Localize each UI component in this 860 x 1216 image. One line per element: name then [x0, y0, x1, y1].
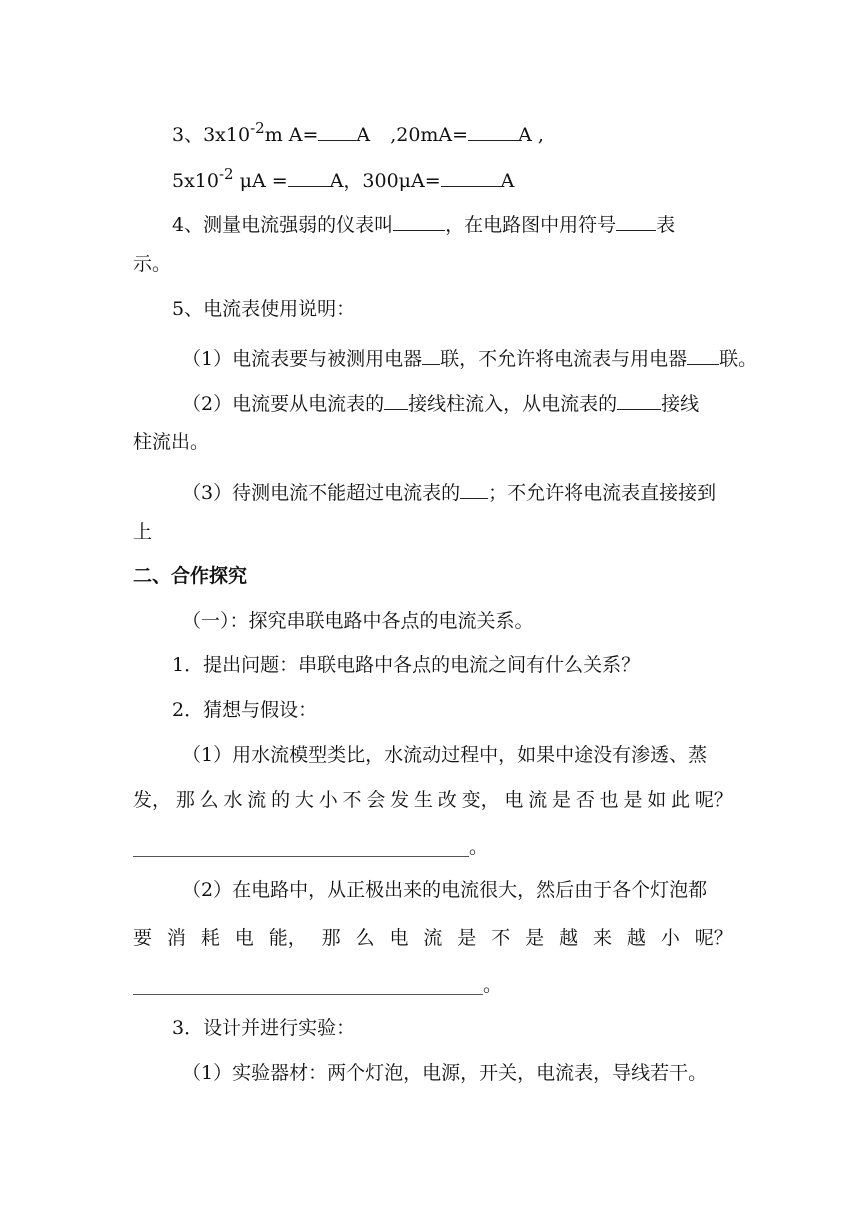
- q5-item3-a: （3）待测电流不能超过电流表的: [182, 481, 461, 504]
- justified-char: 电: [234, 927, 254, 949]
- q3-b-blank[interactable]: [468, 120, 518, 141]
- justified-char: 那: [175, 789, 195, 811]
- justified-char: 那: [321, 927, 341, 949]
- justified-char: 消: [166, 927, 186, 949]
- q5-item1-blank1[interactable]: [422, 344, 440, 365]
- q3-c-ans: A，300μA=: [329, 169, 441, 192]
- justified-char: 流: [423, 927, 443, 949]
- guess2-answer: [133, 974, 502, 995]
- justified-char: 要: [133, 927, 153, 949]
- justified-char: 小: [318, 789, 338, 811]
- q5-item1: [182, 344, 757, 369]
- q3-c-exp: -2: [218, 164, 234, 183]
- q5-item2-blank1[interactable]: [384, 389, 408, 410]
- q3-a-base: 3x10: [203, 123, 251, 146]
- q5-item1-b: 联，不允许将电流表与用电器: [440, 347, 688, 370]
- q3-b: ,20mA=: [390, 123, 469, 146]
- q5-item3: [182, 478, 716, 503]
- justified-char: 小: [660, 927, 680, 949]
- q5-item1-a: （1）电流表要与被测用电器: [182, 347, 423, 370]
- justified-char: 是: [623, 789, 643, 811]
- justified-char: 生: [413, 789, 433, 811]
- section2-step3: 3．设计并进行实验：: [172, 1017, 356, 1039]
- q3-c-unit: μA =: [239, 169, 288, 192]
- q3-a-blank[interactable]: [318, 120, 356, 141]
- justified-char: 耗: [200, 927, 220, 949]
- q5-item3-cont: 上: [133, 521, 153, 543]
- q5-item2-blank2[interactable]: [617, 389, 661, 410]
- justified-char: 水: [223, 789, 243, 811]
- q5-item2: [182, 389, 699, 414]
- guess2-line2: [133, 929, 733, 948]
- q4-line1: [172, 210, 675, 235]
- justified-char: 否: [575, 789, 595, 811]
- justified-char: 流: [247, 789, 267, 811]
- experiment-equipment: （1）实验器材：两个灯泡，电源，开关，电流表，导线若干。: [182, 1062, 708, 1084]
- q3-a-unit: m A=: [264, 123, 319, 146]
- guess1-answer-line[interactable]: [133, 836, 469, 857]
- q5-item1-blank2[interactable]: [687, 344, 719, 365]
- justified-char: 改: [437, 789, 457, 811]
- justified-char: 流: [528, 789, 548, 811]
- q3-line1: [172, 120, 544, 145]
- q5-item2-a: （2）电流要从电流表的: [182, 392, 385, 415]
- q4-blank1[interactable]: [393, 210, 445, 231]
- justified-char: 电: [389, 927, 409, 949]
- q4-cont: 示。: [133, 253, 172, 275]
- justified-char: 呢？: [694, 789, 733, 811]
- justified-char: 越: [559, 927, 579, 949]
- justified-char: 是: [525, 927, 545, 949]
- justified-char: 如: [647, 789, 667, 811]
- justified-char: 的: [271, 789, 291, 811]
- justified-char: 也: [599, 789, 619, 811]
- q3-c-base: 5x10: [172, 169, 219, 192]
- q3-a-ans: A: [356, 123, 371, 146]
- q3-line2: [172, 166, 514, 191]
- justified-char: 是: [457, 927, 477, 949]
- section2-step1: 1．提出问题：串联电路中各点的电流之间有什么关系？: [172, 654, 641, 676]
- justified-char: 来: [592, 927, 612, 949]
- justified-char: 不: [491, 927, 511, 949]
- justified-char: 不: [342, 789, 362, 811]
- justified-char: 越: [626, 927, 646, 949]
- q3-d-ans: A: [500, 169, 515, 192]
- justified-char: 发: [390, 789, 410, 811]
- justified-char: 会: [366, 789, 386, 811]
- section2-sub1: （一）：探究串联电路中各点的电流关系。: [182, 610, 534, 632]
- guess2-line1: （2）在电路中，从正极出来的电流很大，然后由于各个灯泡都: [182, 879, 708, 901]
- guess1-line2: [133, 791, 733, 810]
- q4-blank2[interactable]: [616, 210, 656, 231]
- guess1-line1: （1）用水流模型类比，水流动过程中，如果中途没有渗透、蒸: [182, 744, 708, 766]
- q5-item2-b: 接线柱流入，从电流表的: [408, 392, 618, 415]
- q5-title: 5、电流表使用说明：: [172, 298, 356, 320]
- guess2-answer-line[interactable]: [133, 974, 483, 995]
- justified-char: 发，: [133, 789, 172, 811]
- justified-char: 大: [294, 789, 314, 811]
- justified-char: 么: [355, 927, 375, 949]
- q5-item3-blank1[interactable]: [460, 478, 488, 499]
- q5-item2-c: 接线: [661, 392, 700, 415]
- q5-item3-b: ；不允许将电流表直接接到: [488, 481, 717, 504]
- q5-item1-c: 联。: [719, 347, 758, 370]
- justified-char: 此: [671, 789, 691, 811]
- q4-part1: 4、测量电流强弱的仪表叫: [172, 213, 394, 236]
- q3-d-blank[interactable]: [441, 166, 501, 187]
- guess1-answer: [133, 836, 488, 857]
- q3-a-exp: -2: [250, 118, 265, 137]
- q3-label: 3、: [172, 123, 204, 146]
- justified-char: 电: [504, 789, 524, 811]
- guess1-end: 。: [469, 836, 489, 858]
- q3-b-ans: A ,: [518, 123, 544, 146]
- q3-c-blank[interactable]: [288, 166, 330, 187]
- justified-char: 呢？: [694, 927, 733, 949]
- justified-char: 么: [199, 789, 219, 811]
- q5-item2-cont: 柱流出。: [133, 431, 210, 453]
- q4-part3: 表: [656, 213, 676, 236]
- section2-heading: 二、合作探究: [133, 565, 248, 587]
- justified-char: 变，: [461, 789, 500, 811]
- guess2-end: 。: [483, 974, 503, 996]
- section2-step2: 2．猜想与假设：: [172, 699, 318, 721]
- justified-char: 是: [552, 789, 572, 811]
- justified-char: 能，: [268, 927, 307, 949]
- q4-part2: ，在电路图中用符号: [445, 213, 617, 236]
